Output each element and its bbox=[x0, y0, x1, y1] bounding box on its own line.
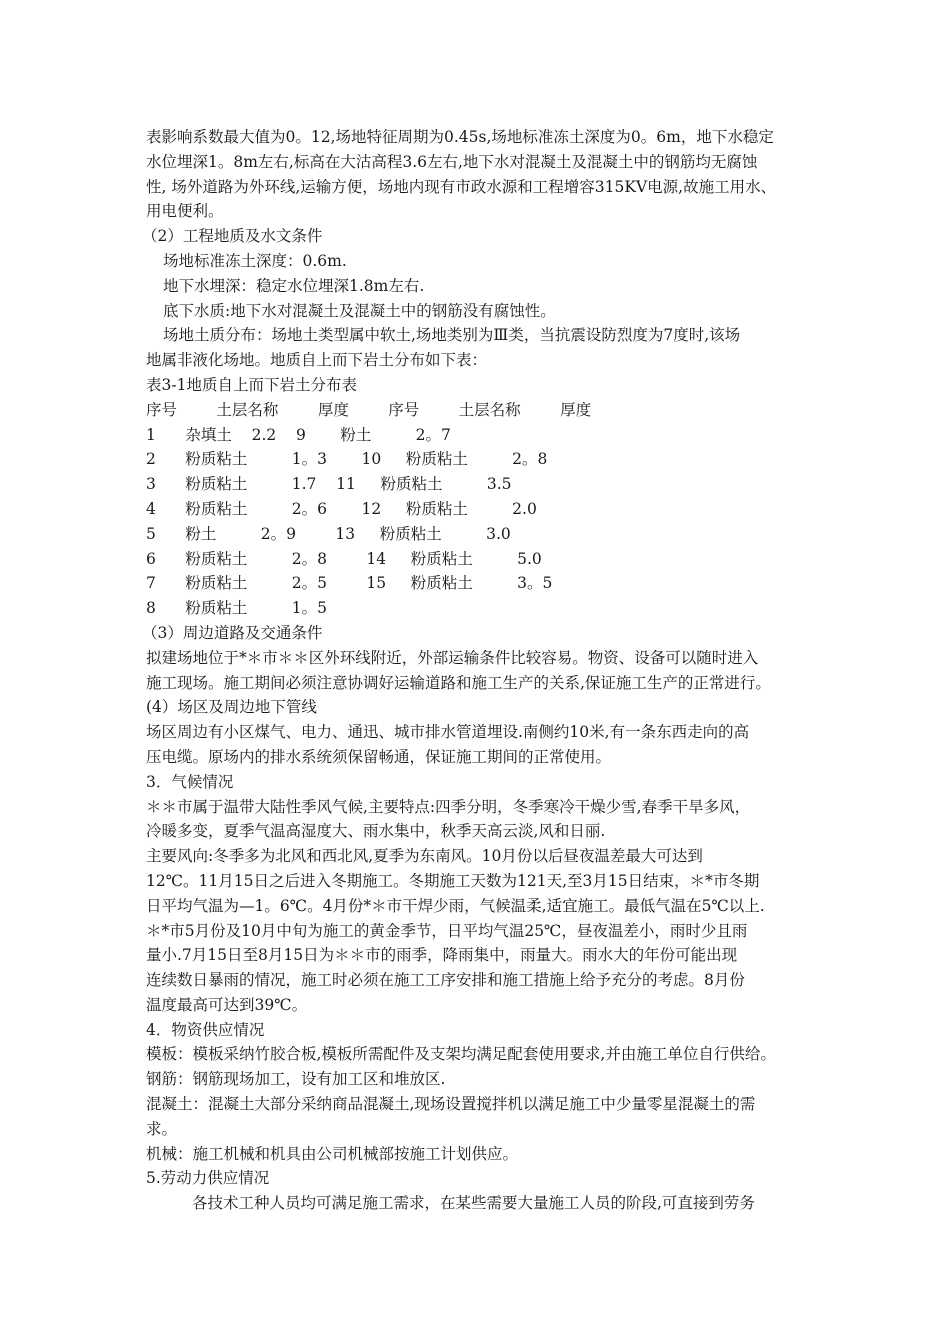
intro-line-4: 用电便利。 bbox=[146, 202, 224, 221]
supply-machinery-line: 机械：施工机械和机具由公司机械部按施工计划供应。 bbox=[146, 1144, 519, 1163]
table-row: 6 粉质粘土 2。8 14 粉质粘土 5.0 bbox=[146, 549, 542, 568]
table-row: 5 粉土 2。9 13 粉质粘土 3.0 bbox=[146, 524, 511, 543]
intro-line-1: 表影响系数最大值为0。12,场地特征周期为0.45s,场地标准冻土深度为0。6m，地下水稳定 bbox=[146, 128, 774, 146]
labor-line-1: 各技术工种人员均可满足施工需求，在某些需要大量施工人员的阶段,可直接到劳务 bbox=[192, 1194, 755, 1213]
document-body bbox=[142, 125, 818, 1216]
climate-line-3: 主要风向:冬季多为北风和西北风,夏季为东南风。10月份以后昼夜温差最大可达到 bbox=[146, 847, 703, 866]
climate-line-7: 量小.7月15日至8月15日为＊＊市的雨季，降雨集中，雨量大。雨水大的年份可能出现 bbox=[146, 946, 738, 965]
soil-distribution-line-2: 地属非液化场地。地质自上而下岩土分布如下表： bbox=[146, 351, 488, 370]
supply-heading: 4．物资供应情况 bbox=[146, 1020, 265, 1039]
table-row: 8 粉质粘土 1。5 bbox=[146, 599, 327, 618]
table-row: 7 粉质粘土 2。5 15 粉质粘土 3。5 bbox=[146, 574, 553, 593]
traffic-line-2: 施工现场。施工期间必须注意协调好运输道路和施工生产的关系,保证施工生产的正常进行。 bbox=[146, 673, 771, 692]
section-3-heading: （3）周边道路及交通条件 bbox=[142, 623, 323, 642]
table-caption: 表3-1地质自上而下岩土分布表 bbox=[146, 375, 357, 394]
section-2-heading: （2）工程地质及水文条件 bbox=[142, 227, 323, 246]
pipeline-line-2: 压电缆。原场内的排水系统须保留畅通，保证施工期间的正常使用。 bbox=[146, 747, 612, 766]
climate-line-6: ＊*市5月份及10月中旬为施工的黄金季节，日平均气温25℃，昼夜温差小，雨时少且雨 bbox=[146, 921, 748, 940]
climate-heading: 3．气候情况 bbox=[146, 772, 234, 791]
soil-distribution-line-1: 场地土质分布：场地土类型属中软土,场地类别为Ⅲ类，当抗震设防烈度为7度时,该场 bbox=[163, 326, 741, 345]
table-row: 4 粉质粘土 2。6 12 粉质粘土 2.0 bbox=[146, 499, 537, 518]
groundwater-quality-line: 底下水质:地下水对混凝土及混凝土中的钢筋没有腐蚀性。 bbox=[163, 301, 556, 320]
supply-concrete-line-1: 混凝土：混凝土大部分采纳商品混凝土,现场设置搅拌机以满足施工中少量零星混凝土的需 bbox=[146, 1095, 756, 1114]
climate-line-2: 冷暖多变，夏季气温高湿度大、雨水集中，秋季天高云淡,风和日丽. bbox=[146, 822, 606, 841]
table-header-row: 序号 土层名称 厚度 序号 土层名称 厚度 bbox=[146, 400, 592, 419]
table-row: 3 粉质粘土 1.7 11 粉质粘土 3.5 bbox=[146, 475, 512, 494]
intro-line-3: 性, 场外道路为外环线,运输方便，场地内现有市政水源和工程增容315KV电源,故施工用水、 bbox=[146, 177, 777, 196]
labor-heading: 5.劳动力供应情况 bbox=[146, 1169, 270, 1188]
groundwater-depth-line: 地下水埋深：稳定水位埋深1.8m左右. bbox=[163, 276, 425, 295]
traffic-line-1: 拟建场地位于*＊市＊＊区外环线附近，外部运输条件比较容易。物资、设备可以随时进入 bbox=[146, 648, 759, 667]
supply-formwork-line: 模板：模板采纳竹胶合板,模板所需配件及支架均满足配套使用要求,并由施工单位自行供给。 bbox=[146, 1045, 776, 1064]
table-row: 1 杂填土 2.2 9 粉土 2。7 bbox=[146, 425, 451, 444]
climate-line-5: 日平均气温为—1。6℃。4月份*＊市干焊少雨，气候温柔,适宜施工。最低气温在5℃以上. bbox=[146, 896, 765, 915]
climate-line-1: ＊＊市属于温带大陆性季风气候,主要特点:四季分明，冬季寒冷干燥少雪,春季干旱多风， bbox=[146, 797, 751, 816]
climate-line-8: 连续数日暴雨的情况，施工时必须在施工工序安排和施工措施上给予充分的考虑。8月份 bbox=[146, 971, 745, 990]
climate-line-9: 温度最高可达到39℃。 bbox=[146, 995, 308, 1014]
frost-depth-line: 场地标准冻土深度：0.6m. bbox=[163, 251, 347, 270]
intro-line-2: 水位埋深1。8m左右,标高在大沽高程3.6左右,地下水对混凝土及混凝土中的钢筋均无腐蚀 bbox=[146, 152, 758, 171]
pipeline-line-1: 场区周边有小区煤气、电力、通迅、城市排水管道埋设.南侧约10米,有一条东西走向的高 bbox=[146, 723, 750, 742]
supply-concrete-line-2: 求。 bbox=[146, 1119, 178, 1138]
table-row: 2 粉质粘土 1。3 10 粉质粘土 2。8 bbox=[146, 450, 548, 469]
supply-rebar-line: 钢筋：钢筋现场加工，设有加工区和堆放区. bbox=[146, 1070, 446, 1089]
section-4-heading: (4）场区及周边地下管线 bbox=[146, 698, 317, 717]
climate-line-4: 12℃。11月15日之后进入冬期施工。冬期施工天数为121天,至3月15日结束，＊*市冬期 bbox=[146, 871, 760, 890]
